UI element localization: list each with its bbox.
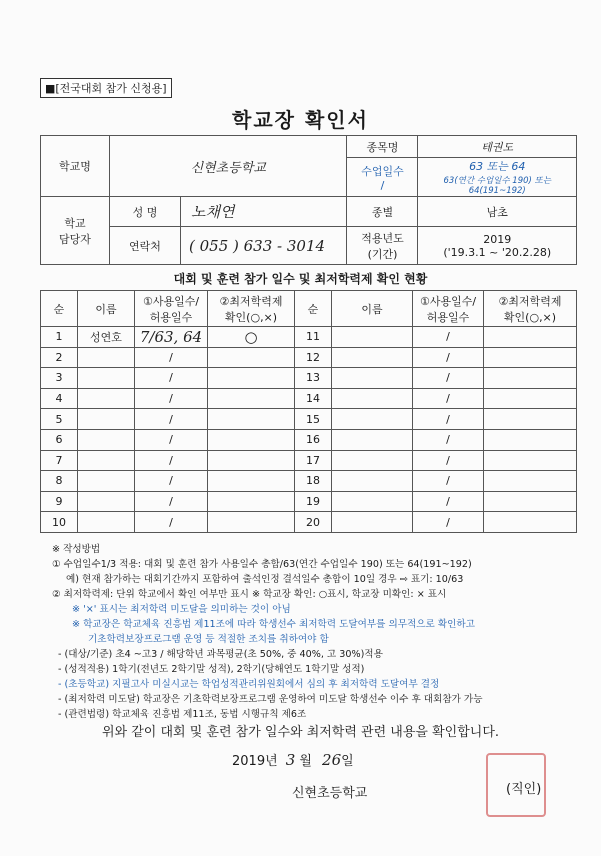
table-row xyxy=(41,450,577,471)
cell-no: 9 xyxy=(41,491,78,512)
year-label: 적용년도 (기간) xyxy=(347,227,418,265)
header-name: 이름 xyxy=(332,291,413,327)
table-row xyxy=(41,429,577,450)
cell-name xyxy=(78,512,135,533)
name-label: 성 명 xyxy=(110,197,181,227)
notes-line: - (최저학력 미도달) 학교장은 기초학력보장프로그램 운영하여 미도달 학생선수 이수 후 대회참가 가능 xyxy=(58,694,483,705)
cell-no: 4 xyxy=(41,388,78,409)
cell-mark xyxy=(484,491,577,512)
cell-name xyxy=(332,368,413,389)
cell-days: / xyxy=(413,388,484,409)
header-no: 순 xyxy=(41,291,78,327)
header-min: ②최저학력제 확인(○,×) xyxy=(484,291,577,327)
header-days: ①사용일수/ 허용일수 xyxy=(135,291,208,327)
cell-no: 19 xyxy=(295,491,332,512)
cell-days: / xyxy=(135,347,208,368)
cell-no: 3 xyxy=(41,368,78,389)
cell-days: / xyxy=(135,512,208,533)
notes-line: ① 수업일수1/3 적용: 대회 및 훈련 참가 사용일수 총합/63(연간 수업일수 190) 또는 64(191~192) xyxy=(52,559,472,570)
cell-mark xyxy=(208,471,295,492)
cell-days: / xyxy=(413,429,484,450)
cell-no: 17 xyxy=(295,450,332,471)
cell-name xyxy=(78,409,135,430)
cell-mark xyxy=(208,409,295,430)
seal-label: (직인) xyxy=(506,782,542,797)
cell-no: 2 xyxy=(41,347,78,368)
cell-name xyxy=(332,450,413,471)
cell-name xyxy=(332,491,413,512)
cell-no: 10 xyxy=(41,512,78,533)
category-label: 종별 xyxy=(347,197,418,227)
cell-mark xyxy=(484,368,577,389)
table-row xyxy=(41,409,577,430)
cell-name xyxy=(78,429,135,450)
contact-label: 연락처 xyxy=(110,227,181,265)
cell-days: / xyxy=(413,471,484,492)
cell-no: 8 xyxy=(41,471,78,492)
school-label: 학교명 xyxy=(41,136,110,197)
cell-mark xyxy=(484,450,577,471)
notes-line: ※ '×' 표시는 최저학력 미도달을 의미하는 것이 아님 xyxy=(72,604,291,615)
cell-days: / xyxy=(135,388,208,409)
cell-name xyxy=(78,388,135,409)
notes-line: 예) 현재 참가하는 대회기간까지 포함하여 출석인정 결석일수 총합이 10일 경우 ⇨ 표기: 10/63 xyxy=(66,574,464,585)
cell-name xyxy=(78,368,135,389)
cell-name xyxy=(332,409,413,430)
cell-no: 15 xyxy=(295,409,332,430)
event-value: 테권도 xyxy=(418,136,577,158)
cell-mark xyxy=(484,347,577,368)
cell-days: / xyxy=(413,368,484,389)
cell-name xyxy=(332,347,413,368)
table-row xyxy=(41,471,577,492)
cell-mark xyxy=(208,512,295,533)
cell-name: 성연호 xyxy=(78,327,135,348)
cell-no: 11 xyxy=(295,327,332,348)
name-value: 노채연 xyxy=(181,197,347,227)
cell-days: / xyxy=(135,471,208,492)
date-line xyxy=(232,750,354,769)
cell-mark xyxy=(208,368,295,389)
cell-days: / xyxy=(135,491,208,512)
cell-mark xyxy=(484,471,577,492)
cell-days: / xyxy=(135,429,208,450)
notes-line: 기초학력보장프로그램 운영 등 적절한 조치를 취하여야 함 xyxy=(88,634,329,645)
table-row xyxy=(41,368,577,389)
cell-days: / xyxy=(413,347,484,368)
cell-days: / xyxy=(413,491,484,512)
cell-mark xyxy=(484,429,577,450)
cell-name xyxy=(78,471,135,492)
notes-line: ② 최저학력제: 단위 학교에서 확인 여부만 표시 ※ 학교장 확인: ○표시, 학교장 미확인: × 표시 xyxy=(52,589,447,600)
info-table xyxy=(40,135,577,265)
days-label: 수업일수 / xyxy=(347,158,418,197)
notes-line: - (초등학교) 지필고사 미실시교는 학업성적관리위원회에서 심의 후 최저학력 도달여부 결정 xyxy=(58,679,440,690)
document-title: 학교장 확인서 xyxy=(232,108,369,132)
date-month-unit: 월 xyxy=(299,754,312,769)
date-day: 26 xyxy=(322,751,342,769)
cell-no: 12 xyxy=(295,347,332,368)
cell-name xyxy=(332,471,413,492)
cell-mark xyxy=(208,347,295,368)
cell-no: 16 xyxy=(295,429,332,450)
cell-name xyxy=(332,429,413,450)
table-header-row xyxy=(41,291,577,327)
participation-table xyxy=(40,290,577,533)
cell-days: 7/63, 64 xyxy=(135,327,208,348)
cell-no: 1 xyxy=(41,327,78,348)
table-row xyxy=(41,491,577,512)
confirm-text: 위와 같이 대회 및 훈련 참가 일수와 최저학력 관련 내용을 확인합니다. xyxy=(101,725,500,740)
cell-no: 6 xyxy=(41,429,78,450)
date-month: 3 xyxy=(285,751,296,769)
date-day-unit: 일 xyxy=(341,754,354,769)
cell-mark: ○ xyxy=(208,327,295,348)
days-value: 63 또는 64 63(연간 수업일수 190) 또는 64(191~192) xyxy=(418,158,577,197)
cell-days: / xyxy=(413,450,484,471)
cell-days: / xyxy=(413,409,484,430)
cell-days: / xyxy=(135,409,208,430)
notes-line: ※ 학교장은 학교체육 진흥법 제11조에 따라 학생선수 최저학력 도달여부를 의무적으로 확인하고 xyxy=(72,619,475,630)
table-row xyxy=(41,512,577,533)
cell-mark xyxy=(208,450,295,471)
header-name: 이름 xyxy=(78,291,135,327)
cell-mark xyxy=(484,409,577,430)
table-row xyxy=(41,347,577,368)
cell-name xyxy=(78,347,135,368)
cell-no: 13 xyxy=(295,368,332,389)
cell-mark xyxy=(208,388,295,409)
cell-no: 14 xyxy=(295,388,332,409)
contact-value: ( 055 ) 633 - 3014 xyxy=(181,227,347,265)
notes-line: - (성적적용) 1학기(전년도 2학기말 성적), 2학기(당해연도 1학기말 성적) xyxy=(58,664,365,675)
year-value: 2019 ('19.3.1 ~ '20.2.28) xyxy=(418,227,577,265)
notes-heading: ※ 작성방법 xyxy=(52,544,101,555)
cell-mark xyxy=(484,512,577,533)
cell-name xyxy=(332,512,413,533)
cell-no: 5 xyxy=(41,409,78,430)
cell-days: / xyxy=(413,512,484,533)
cell-name xyxy=(332,388,413,409)
date-year: 2019년 xyxy=(232,754,278,769)
cell-days: / xyxy=(413,327,484,348)
cell-mark xyxy=(484,327,577,348)
cell-no: 20 xyxy=(295,512,332,533)
cell-days: / xyxy=(135,368,208,389)
category-value: 남초 xyxy=(418,197,577,227)
notes-section xyxy=(52,542,592,722)
notes-line: - (대상/기준) 초4 ~고3 / 해당학년 과목평균(초 50%, 중 40%, 고 30%)적용 xyxy=(58,649,383,660)
form-tag: ■[전국대회 참가 신청용] xyxy=(40,78,172,98)
school-value: 신현초등학교 xyxy=(110,136,347,197)
cell-no: 7 xyxy=(41,450,78,471)
cell-mark xyxy=(208,491,295,512)
header-days: ①사용일수/ 허용일수 xyxy=(413,291,484,327)
cell-name xyxy=(78,450,135,471)
header-no: 순 xyxy=(295,291,332,327)
table-row xyxy=(41,327,577,348)
event-label: 종목명 xyxy=(347,136,418,158)
cell-days: / xyxy=(135,450,208,471)
cell-name xyxy=(78,491,135,512)
cell-mark xyxy=(484,388,577,409)
staff-label: 학교 담당자 xyxy=(41,197,110,265)
notes-line: - (관련법령) 학교체육 진흥법 제11조, 동법 시행규칙 제6조 xyxy=(58,709,307,720)
section-title: 대회 및 훈련 참가 일수 및 최저학력제 확인 현황 xyxy=(173,272,428,286)
header-min: ②최저학력제 확인(○,×) xyxy=(208,291,295,327)
table-row xyxy=(41,388,577,409)
cell-name xyxy=(332,327,413,348)
cell-mark xyxy=(208,429,295,450)
signer-name: 신현초등학교 xyxy=(292,786,368,801)
cell-no: 18 xyxy=(295,471,332,492)
